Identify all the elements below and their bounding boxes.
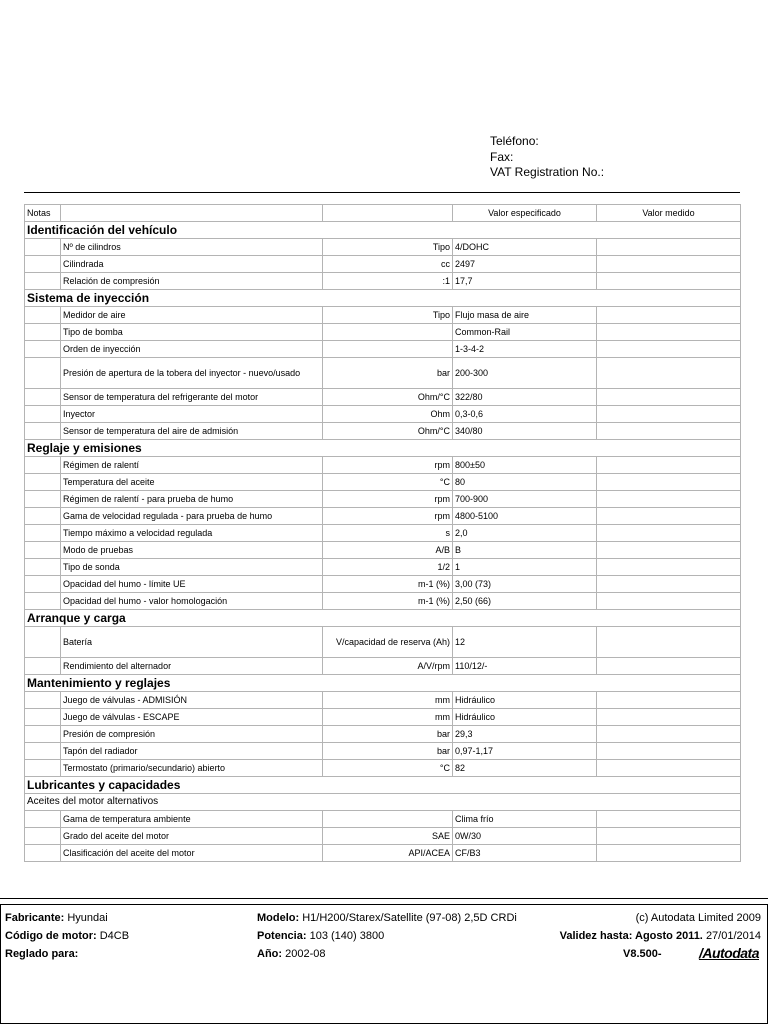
table-row: Presión de compresión bar 29,3: [25, 726, 741, 743]
table-row: Tipo de bomba Common-Rail: [25, 324, 741, 341]
manufacturer: Fabricante: Hyundai: [5, 912, 108, 924]
table-row: Medidor de aire Tipo Flujo masa de aire: [25, 307, 741, 324]
model: Modelo: H1/H200/Starex/Satellite (97-08) 2,5D CRDi: [257, 912, 517, 924]
power: Potencia: 103 (140) 3800: [257, 930, 385, 942]
tuned-for: Reglado para:: [5, 948, 79, 960]
table-row: Tipo de sonda 1/2 1: [25, 559, 741, 576]
autodata-logo: /Autodata: [698, 945, 759, 961]
measured-cell: [597, 593, 741, 610]
notes-header: Notas: [25, 205, 61, 222]
table-row: Temperatura del aceite °C 80: [25, 474, 741, 491]
section-arranque: Arranque y carga: [25, 610, 741, 627]
section-mantenimiento: Mantenimiento y reglajes: [25, 675, 741, 692]
measured-cell: [597, 845, 741, 862]
validity: Validez hasta: Agosto 2011. 27/01/2014: [559, 930, 761, 942]
section-reglaje: Reglaje y emisiones: [25, 440, 741, 457]
measured-cell: [597, 627, 741, 658]
measured-cell: [597, 239, 741, 256]
subsection-aceites: Aceites del motor alternativos: [25, 794, 741, 811]
fax-label: Fax:: [490, 149, 514, 164]
table-row: Juego de válvulas - ADMISIÓN mm Hidráulico: [25, 692, 741, 709]
table-row: Sensor de temperatura del refrigerante del motor Ohm/°C 322/80: [25, 389, 741, 406]
table-row: Opacidad del humo - límite UE m-1 (%) 3,00 (73): [25, 576, 741, 593]
footer: [0, 904, 768, 1024]
table-row: Nº de cilindros Tipo 4/DOHC: [25, 239, 741, 256]
table-row: Termostato (primario/secundario) abierto °C 82: [25, 760, 741, 777]
table-row: Tiempo máximo a velocidad regulada s 2,0: [25, 525, 741, 542]
copyright: (c) Autodata Limited 2009: [635, 912, 761, 924]
measured-cell: [597, 658, 741, 675]
table-row: Sensor de temperatura del aire de admisión Ohm/°C 340/80: [25, 423, 741, 440]
measured-cell: [597, 726, 741, 743]
measured-cell: [597, 828, 741, 845]
contact-block: [490, 134, 604, 181]
measured-cell: [597, 811, 741, 828]
measured-cell: [597, 324, 741, 341]
measured-cell: [597, 474, 741, 491]
table-row: Modo de pruebas A/B B: [25, 542, 741, 559]
measured-cell: [597, 341, 741, 358]
table-row: Presión de apertura de la tobera del inyector - nuevo/usado bar 200-300: [25, 358, 741, 389]
version: V8.500-: [623, 948, 662, 960]
measured-cell: [597, 743, 741, 760]
measured-cell: [597, 692, 741, 709]
table-row: Régimen de ralentí - para prueba de humo rpm 700-900: [25, 491, 741, 508]
specified-value-header: Valor especificado: [453, 205, 597, 222]
section-inyeccion: Sistema de inyección: [25, 290, 741, 307]
measured-cell: [597, 273, 741, 290]
vat-label: VAT Registration No.:: [490, 165, 605, 179]
table-row: Orden de inyección 1-3-4-2: [25, 341, 741, 358]
table-row: Rendimiento del alternador A/V/rpm 110/12/-: [25, 658, 741, 675]
measured-cell: [597, 709, 741, 726]
measured-cell: [597, 457, 741, 474]
measured-cell: [597, 508, 741, 525]
header-divider: [24, 192, 740, 193]
table-row: Clasificación del aceite del motor API/ACEA CF/B3: [25, 845, 741, 862]
table-header: [25, 205, 741, 222]
spec-table: [24, 204, 741, 862]
measured-cell: [597, 525, 741, 542]
table-row: Juego de válvulas - ESCAPE mm Hidráulico: [25, 709, 741, 726]
table-row: Régimen de ralentí rpm 800±50: [25, 457, 741, 474]
engine-code: Código de motor: D4CB: [5, 930, 130, 942]
table-row: Tapón del radiador bar 0,97-1,17: [25, 743, 741, 760]
section-lubricantes: Lubricantes y capacidades: [25, 777, 741, 794]
measured-cell: [597, 423, 741, 440]
measured-value-header: Valor medido: [597, 205, 741, 222]
section-identificacion: Identificación del vehículo: [25, 222, 741, 239]
measured-cell: [597, 542, 741, 559]
measured-cell: [597, 307, 741, 324]
table-row: Grado del aceite del motor SAE 0W/30: [25, 828, 741, 845]
measured-cell: [597, 491, 741, 508]
measured-cell: [597, 406, 741, 423]
table-row: Gama de temperatura ambiente Clima frío: [25, 811, 741, 828]
table-row: Relación de compresión :1 17,7: [25, 273, 741, 290]
phone-label: Teléfono:: [490, 134, 539, 148]
table-row: Inyector Ohm 0,3-0,6: [25, 406, 741, 423]
measured-cell: [597, 576, 741, 593]
measured-cell: [597, 760, 741, 777]
year: Año: 2002-08: [257, 948, 326, 960]
measured-cell: [597, 559, 741, 576]
table-row: Gama de velocidad regulada - para prueba de humo rpm 4800-5100: [25, 508, 741, 525]
table-row: Cilindrada cc 2497: [25, 256, 741, 273]
table-row: Opacidad del humo - valor homologación m-1 (%) 2,50 (66): [25, 593, 741, 610]
measured-cell: [597, 389, 741, 406]
footer-divider: [0, 898, 768, 899]
measured-cell: [597, 256, 741, 273]
table-row: Batería V/capacidad de reserva (Ah) 12: [25, 627, 741, 658]
measured-cell: [597, 358, 741, 389]
